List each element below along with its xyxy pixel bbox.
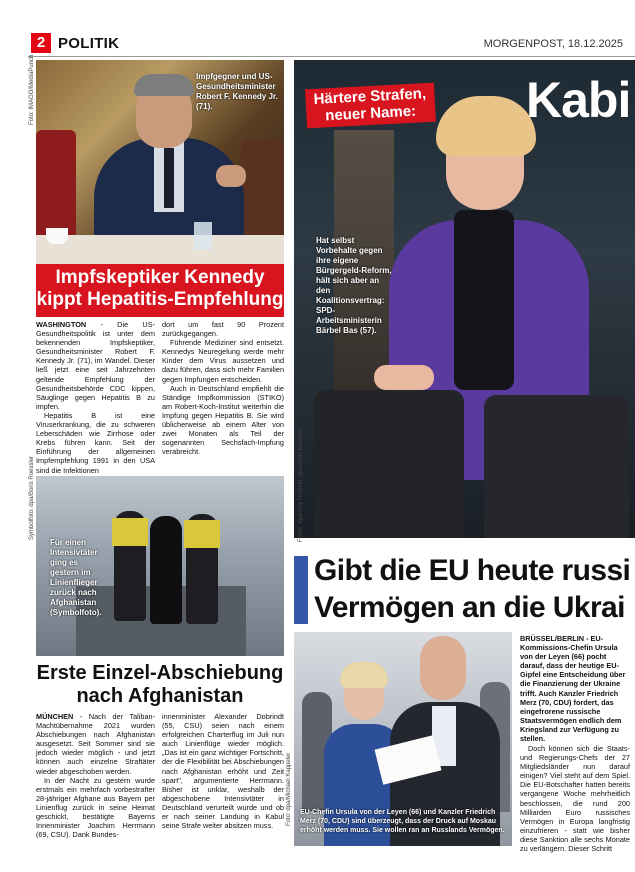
abschiebung-headline-line2: nach Afghanistan xyxy=(76,685,244,707)
person-hand xyxy=(216,165,246,187)
officer-3-vest xyxy=(184,520,220,548)
abschiebung-col1-p2: In der Nacht zu gestern wurde erstmals ein mehrfach vorbestrafter 28-jähriger Afghane aus Bayern per Linienflug zurück in seine Heimat geschickt, bestätigte Bayerns Innenminister Joachim Herrmann (69, CSU). Dank Bundes- xyxy=(36,775,155,840)
chair-back-right xyxy=(484,395,629,538)
kennedy-headline-line2: kippt Hepatitis-Empfehlung xyxy=(36,289,284,310)
eu-caption: EU-Chefin Ursula von der Leyen (66) und Kanzler Friedrich Merz (70, CDU) sind überzeugt, dass der Druck auf Moskau erhöht werden muss. Sie wollen ran an Russlands Vermögen. xyxy=(300,809,505,834)
merz-head xyxy=(420,636,466,700)
eu-lead xyxy=(520,634,630,743)
page-number: 2 xyxy=(31,33,51,53)
bas-photo-credit: Fotos: dpa/Kay Nietfeld, dpa/Jens Kalaene xyxy=(298,428,304,542)
glass-shape xyxy=(194,222,212,250)
eu-accent-bar xyxy=(294,556,308,624)
kennedy-col2 xyxy=(162,320,284,456)
header-rule xyxy=(28,56,635,57)
eu-body xyxy=(520,744,630,853)
bas-turtleneck xyxy=(454,210,514,390)
abschiebung-col1-p1: - Nach der Taliban-Machtübernahme 2021 wurden Abschiebungen nach Afghanistan ausgesetzt. Seit Sommer sind sie jedoch wieder möglich - und jetzt können auch einzelne Straftäter wieder abgeschoben werden. xyxy=(36,712,155,776)
eu-headline-line1: Gibt die EU heute russi xyxy=(314,554,631,587)
abschiebung-headline-line1: Erste Einzel-Abschiebung xyxy=(36,662,284,684)
bas-caption: Hat selbst Vorbehalte gegen ihre eigene Bürgergeld-Reform, hält sich aber an den Koalitionsvertrag: SPD-Arbeitsministerin Bärbel Bas (57). xyxy=(316,236,392,335)
kennedy-paragraph-1 xyxy=(36,320,155,411)
kennedy-col1 xyxy=(36,320,155,475)
eu-lead-paragraph xyxy=(520,634,630,743)
eu-photo xyxy=(294,632,512,846)
chair-shape xyxy=(36,130,76,240)
kennedy-col1-p2: Hepatitis B ist eine Viruserkrankung, die zu schweren Leberschäden wie Zirrhose oder Krebs führen kann. Seit der Einführung der allgemeinen Impfempfehlung 1991 in den USA sind die Infektionen xyxy=(36,410,155,475)
cup-shape xyxy=(46,228,68,244)
kennedy-col1-p1: - Die US-Gesundheitspolitik ist unter dem bekennenden Impfskeptiker, Gesundheitsminister Robert F. Kennedy Jr. (71), im Wandel. Dieser ließ jetzt eine seit Jahrzehnten geltende Empfehlung der Gesundheitsbehörde CDC kippen, Säuglinge gegen Hepatitis B zu impfen. xyxy=(36,320,155,411)
kennedy-photo xyxy=(36,60,284,273)
officer-1-vest xyxy=(112,518,148,546)
bas-photo xyxy=(294,60,635,538)
person-tie xyxy=(164,148,174,208)
abschiebung-paragraph-1 xyxy=(36,712,155,776)
abschiebung-col2-p1: innenminister Alexander Dobrindt (55, CSU) seien nach einem erfolgreichen Charterflug im Juli nun auch Linienflüge wieder möglich. „Das ist ein ganz wichtiger Fortschritt, der die Flexibilität bei Abschiebungen nach Afghanistan erhöht und Zeit spart", argumentierte Herrmann. Bisher ist unklar, weshalb der abgeschobene Intensivtäter in Deutschland verurteilt wurde und ob er nach seiner Landung in Kabul seine Strafe weiter absitzen muss. xyxy=(162,712,284,831)
vdl-hair xyxy=(340,662,388,688)
chair-shape-right xyxy=(241,140,284,240)
eu-headline-line2: Vermögen an die Ukrai xyxy=(314,591,625,624)
kennedy-headline xyxy=(36,264,284,317)
person-hair xyxy=(134,74,194,96)
abschiebung-col2 xyxy=(162,712,284,830)
abschiebung-caption: Für einen Intensivtäter ging es gestern im Linienflieger zurück nach Afghanistan (Symbolfoto). xyxy=(50,538,102,617)
edition-date: MORGENPOST, 18.12.2025 xyxy=(483,38,623,50)
bas-kicker-line1: Härtere Strafen, xyxy=(313,85,427,108)
bas-kicker-line2: neuer Name: xyxy=(324,102,417,125)
eu-body-text: Doch können sich die Staats- und Regierungs-Chefs der 27 Mitgliedsländer nun darauf einigen? Viel steht auf dem Spiel. Die EU-Botschafter hatten bereits vergangene Woche mehrheitlich beschlossen, die rund 200 Milliarden Euro russisches Vermögen in Europa langfristig einzufrieren - statt wie bisher diese Sanktion alle sechs Monate zu verlängern. Dieser Schritt xyxy=(520,744,630,854)
person-2 xyxy=(150,516,182,624)
kennedy-caption: Impfgegner und US-Gesundheitsminister Robert F. Kennedy Jr. (71). xyxy=(196,72,278,111)
abschiebung-dateline: MÜNCHEN xyxy=(36,712,74,721)
kennedy-dateline: WASHINGTON xyxy=(36,320,87,329)
bas-hands xyxy=(374,365,434,390)
eu-lead-text: - EU-Kommissions-Chefin Ursula von der Leyen (66) pocht darauf, dass der heutige EU-Gipfel eine Entscheidung über die Finanzierung der Ukraine trifft. Auch Kanzler Friedrich Merz (70, CDU) fordert, das eingefrorene russische Staatsvermögen endlich dem Kriegsland zur Verfügung zu stellen. xyxy=(520,634,626,744)
kennedy-headline-line1: Impfskeptiker Kennedy xyxy=(55,267,265,288)
abschiebung-photo xyxy=(36,476,284,656)
eu-lead-dateline: BRÜSSEL/BERLIN xyxy=(520,634,585,643)
kennedy-col2-p3: Auch in Deutschland empfiehlt die Ständige Impfkommission (STIKO) am Robert-Koch-Institut weiterhin die Impfung gegen Hepatitis B. Sie wird üblicherweise ab einem Alter von zwei Monaten als Teil der sogenannten Sechsfach-Impfung verabreicht. xyxy=(162,383,284,457)
abschiebung-headline xyxy=(36,662,284,708)
eu-photo-credit: Foto: dpa/Michael Kappeler xyxy=(286,752,292,826)
bas-hair xyxy=(436,96,536,156)
kennedy-col2-p1: dort um fast 90 Prozent zurückgegangen. xyxy=(162,320,284,339)
abschiebung-photo-credit: Symbolfoto: dpa/Boris Roessler xyxy=(29,455,35,540)
bas-big-headline: Kabi xyxy=(526,72,631,128)
kennedy-photo-credit: Foto: IMAGO/MediaPunch xyxy=(29,54,35,125)
eu-headline xyxy=(314,552,635,626)
bas-kicker-box xyxy=(305,83,435,129)
abschiebung-col1 xyxy=(36,712,155,839)
section-title: POLITIK xyxy=(58,35,120,52)
kennedy-col2-p2: Führende Mediziner sind entsetzt. Kennedys Neuregelung werde mehr Kinder dem Virus aussetzen und dazu führen, dass sich mehr Familien gegen Impfungen entscheiden. xyxy=(162,338,284,384)
chair-back-left xyxy=(314,390,464,538)
